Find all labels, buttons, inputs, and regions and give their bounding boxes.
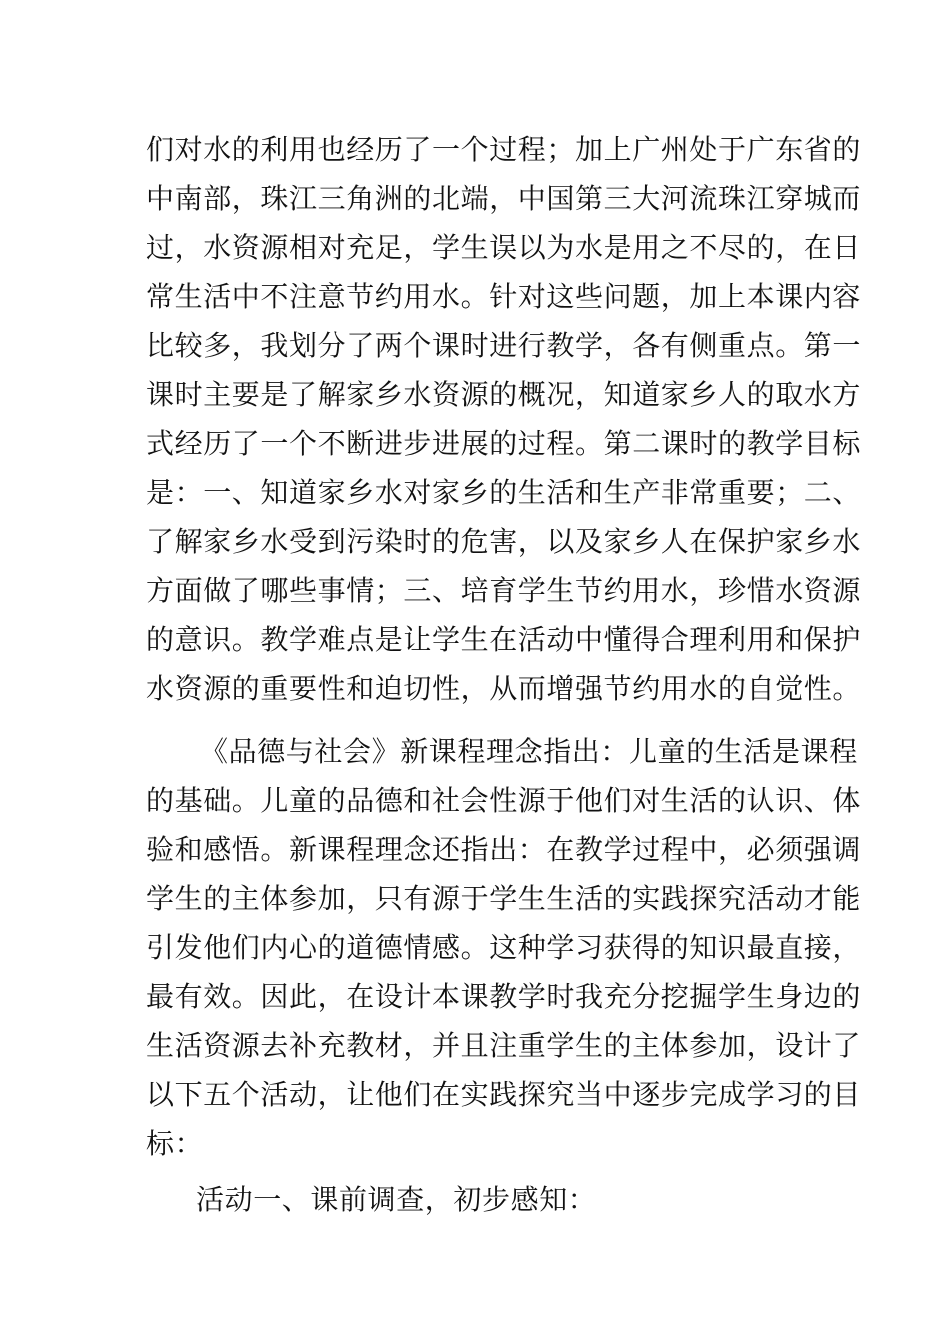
text-line: 生活资源去补充教材，并且注重学生的主体参加，设计了 xyxy=(146,1029,862,1062)
text-line: 的意识。教学难点是让学生在活动中懂得合理利用和保护 xyxy=(146,623,862,656)
text-line: 中南部，珠江三角洲的北端，中国第三大河流珠江穿城而 xyxy=(146,182,862,215)
section-heading: 活动一、课前调查，初步感知： xyxy=(196,1183,597,1216)
text-line: 水资源的重要性和迫切性，从而增强节约用水的自觉性。 xyxy=(146,672,862,705)
text-line: 过，水资源相对充足，学生误以为水是用之不尽的，在日 xyxy=(146,231,862,264)
paragraph-first-line: 《品德与社会》新课程理念指出：儿童的生活是课程 xyxy=(200,735,858,768)
text-line: 学生的主体参加，只有源于学生生活的实践探究活动才能 xyxy=(146,882,862,915)
text-line: 的基础。儿童的品德和社会性源于他们对生活的认识、体 xyxy=(146,784,862,817)
text-line: 以下五个活动，让他们在实践探究当中逐步完成学习的目 xyxy=(146,1078,862,1111)
text-line: 了解家乡水受到污染时的危害，以及家乡人在保护家乡水 xyxy=(146,525,862,558)
text-line: 常生活中不注意节约用水。针对这些问题，加上本课内容 xyxy=(146,280,862,313)
text-line: 引发他们内心的道德情感。这种学习获得的知识最直接， xyxy=(146,931,862,964)
text-line: 是：一、知道家乡水对家乡的生活和生产非常重要；二、 xyxy=(146,476,862,509)
text-line: 标： xyxy=(146,1127,204,1160)
text-line: 验和感悟。新课程理念还指出：在教学过程中，必须强调 xyxy=(146,833,862,866)
text-line: 课时主要是了解家乡水资源的概况，知道家乡人的取水方 xyxy=(146,378,862,411)
text-line: 最有效。因此，在设计本课教学时我充分挖掘学生身边的 xyxy=(146,980,862,1013)
text-line: 们对水的利用也经历了一个过程；加上广州处于广东省的 xyxy=(146,133,862,166)
text-line: 方面做了哪些事情；三、培育学生节约用水，珍惜水资源 xyxy=(146,574,862,607)
text-line: 比较多，我划分了两个课时进行教学，各有侧重点。第一 xyxy=(146,329,862,362)
text-line: 式经历了一个不断进步进展的过程。第二课时的教学目标 xyxy=(146,427,862,460)
